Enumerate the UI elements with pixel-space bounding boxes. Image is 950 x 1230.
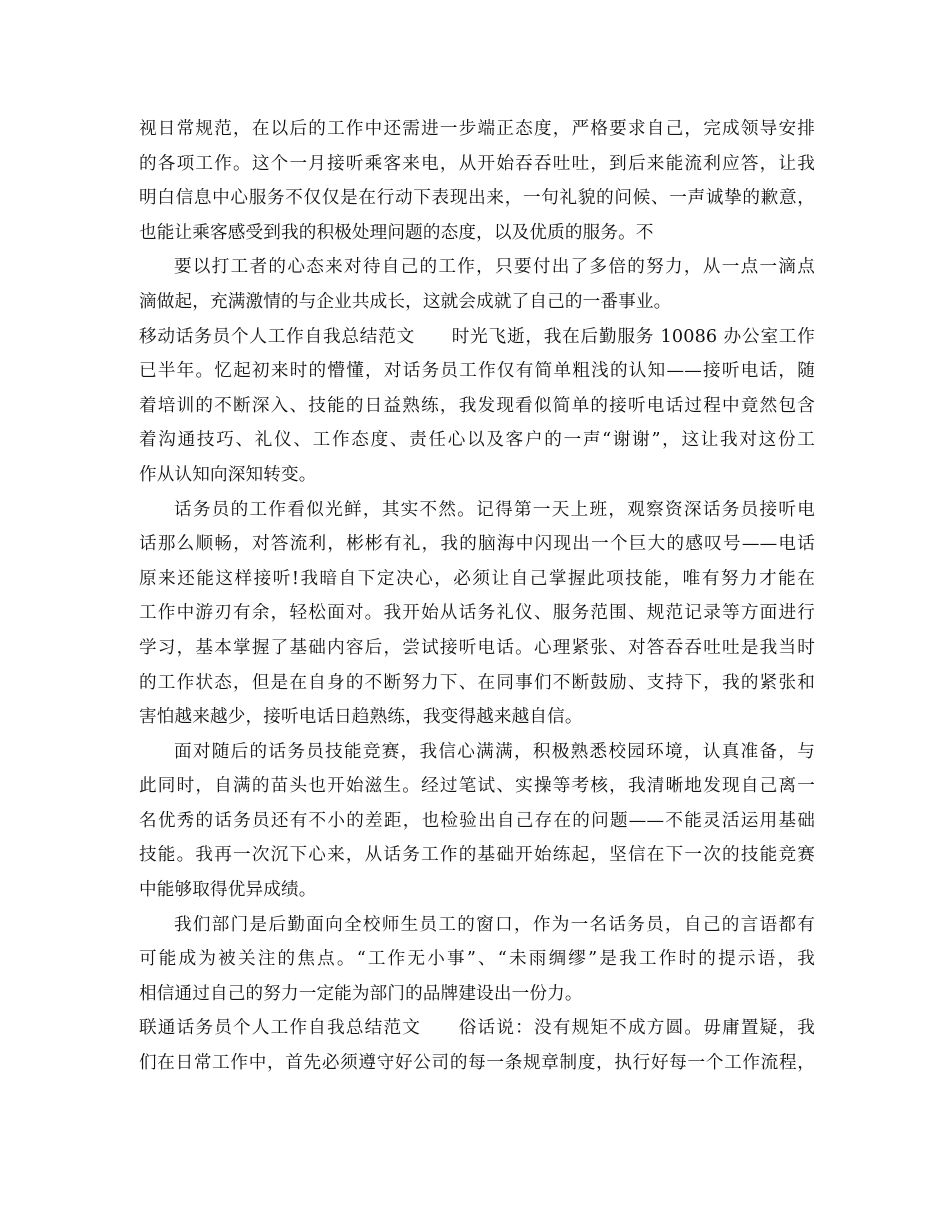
text-line: 原来还能这样接听!我暗自下定决心，必须让自己掌握此项技能，唯有努力才能在	[139, 568, 815, 589]
text-line: 害怕越来越少，接听电话日趋熟练，我变得越来越自信。	[139, 707, 583, 728]
text-line: 们在日常工作中，首先必须遵守好公司的每一条规章制度，执行好每一个工作流程，	[139, 1053, 815, 1074]
text-line: 联通话务员个人工作自我总结范文 俗话说：没有规矩不成方圆。毋庸置疑，我	[139, 1018, 815, 1039]
text-line: 要以打工者的心态来对待自己的工作，只要付出了多倍的努力，从一点一滴点	[174, 257, 815, 278]
text-line: 也能让乘客感受到我的积极处理问题的态度，以及优质的服务。不	[139, 222, 654, 243]
text-line: 技能。我再一次沉下心来，从话务工作的基础开始练起，坚信在下一次的技能竞赛	[139, 845, 815, 866]
document-page	[139, 112, 815, 1081]
text-line: 视日常规范，在以后的工作中还需进一步端正态度，严格要求自己，完成领导安排	[139, 119, 815, 139]
text-line: 可能成为被关注的焦点。“工作无小事”、“未雨绸缪”是我工作时的提示语，我	[139, 949, 815, 970]
text-line: 作从认知向深知转变。	[139, 464, 317, 485]
text-line: 的工作状态，但是在自身的不断努力下、在同事们不断鼓励、支持下，我的紧张和	[139, 672, 815, 693]
text-line: 移动话务员个人工作自我总结范文 时光飞逝，我在后勤服务 10086 办公室工作	[139, 326, 815, 347]
text-line: 话那么顺畅，对答流利，彬彬有礼，我的脑海中闪现出一个巨大的感叹号——电话	[139, 534, 815, 555]
text-line: 名优秀的话务员还有不小的差距，也检验出自己存在的问题——不能灵活运用基础	[139, 810, 815, 831]
text-line: 已半年。忆起初来时的懵懂，对话务员工作仅有简单粗浅的认知——接听电话，随	[139, 361, 815, 382]
text-line: 的各项工作。这个一月接听乘客来电，从开始吞吞吐吐，到后来能流利应答，让我	[139, 153, 815, 174]
text-line: 话务员的工作看似光鲜，其实不然。记得第一天上班，观察资深话务员接听电	[174, 499, 815, 520]
text-line: 我们部门是后勤面向全校师生员工的窗口，作为一名话务员，自己的言语都有	[174, 914, 815, 935]
text-line: 面对随后的话务员技能竞赛，我信心满满，积极熟悉校园环境，认真准备，与	[174, 741, 815, 762]
text-line: 着沟通技巧、礼仪、工作态度、责任心以及客户的一声“谢谢”，这让我对这份工	[139, 430, 815, 451]
text-line: 相信通过自己的努力一定能为部门的品牌建设出一份力。	[139, 983, 583, 1004]
text-line: 学习，基本掌握了基础内容后，尝试接听电话。心理紧张、对答吞吞吐吐是我当时	[139, 637, 815, 658]
text-line: 明白信息中心服务不仅仅是在行动下表现出来，一句礼貌的问候、一声诚挚的歉意，	[139, 188, 815, 209]
text-line: 中能够取得优异成绩。	[139, 880, 317, 901]
text-line: 滴做起，充满激情的与企业共成长，这就会成就了自己的一番事业。	[139, 291, 672, 312]
text-line: 工作中游刃有余，轻松面对。我开始从话务礼仪、服务范围、规范记录等方面进行	[139, 603, 815, 624]
text-line: 此同时，自满的苗头也开始滋生。经过笔试、实操等考核，我清晰地发现自己离一	[139, 776, 815, 797]
text-line: 着培训的不断深入、技能的日益熟练，我发现看似简单的接听电话过程中竟然包含	[139, 395, 815, 416]
